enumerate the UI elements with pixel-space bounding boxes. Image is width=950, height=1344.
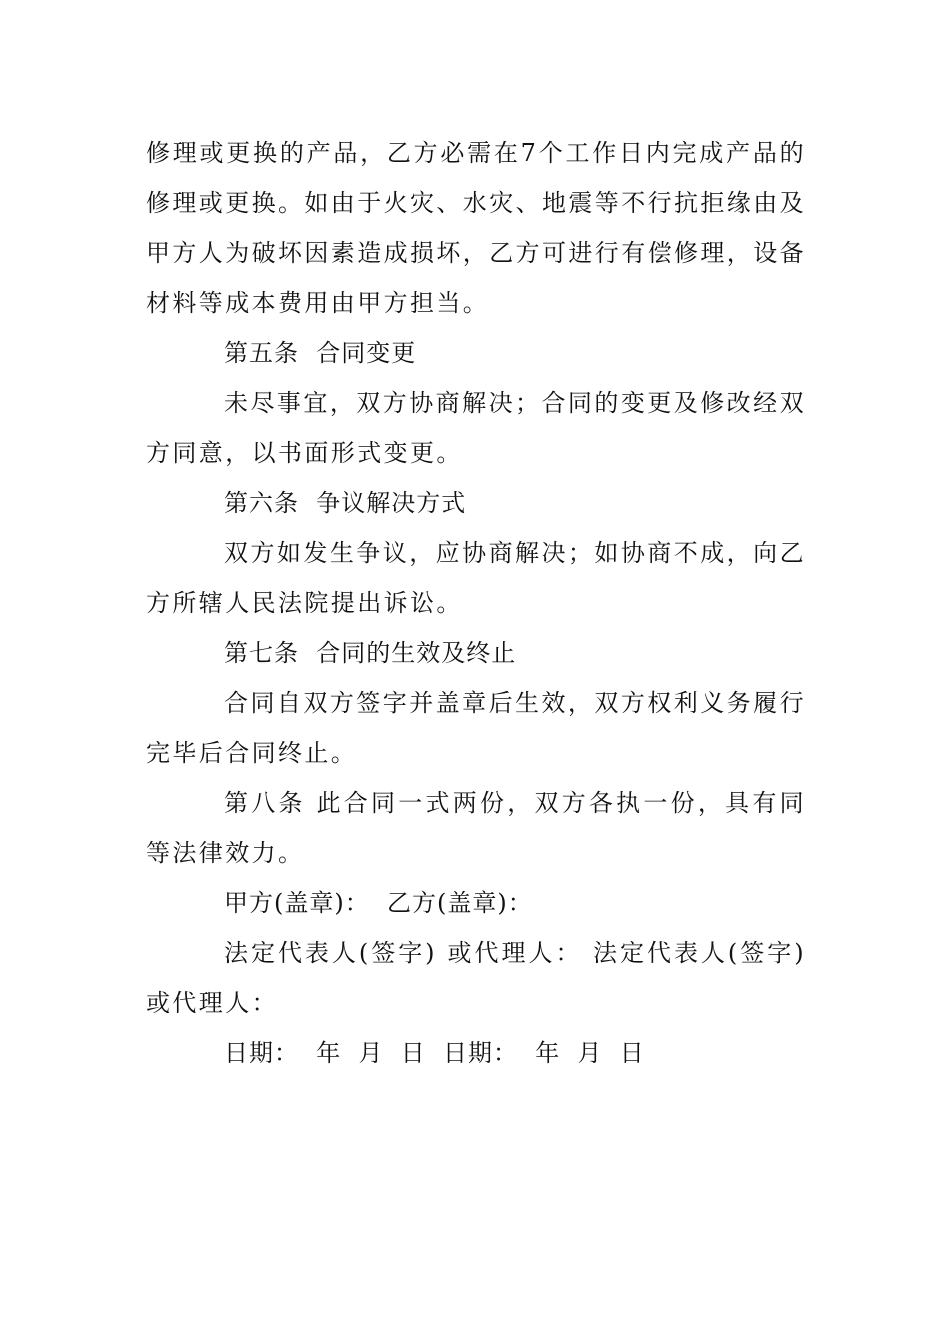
paragraph-repair-terms: 修理或更换的产品，乙方必需在7个工作日内完成产品的修理或更换。如由于火灾、水灾、地震等不行抗拒缘由及甲方人为破坏因素造成损坏，乙方可进行有偿修理，设备材料等成本费用由甲方担当。 (146, 139, 806, 317)
signature-dates: 日期： 年 月 日 日期： 年 月 日 (224, 1039, 645, 1067)
document-page (146, 128, 806, 1078)
article-6-title: 第六条 争议解决方式 (224, 489, 467, 517)
article-5-title: 第五条 合同变更 (224, 339, 417, 367)
signature-parties: 甲方(盖章)： 乙方(盖章)： (224, 889, 533, 917)
article-6-body: 双方如发生争议，应协商解决；如协商不成，向乙方所辖人民法院提出诉讼。 (146, 539, 806, 617)
signature-representatives: 法定代表人(签字) 或代理人： 法定代表人(签字) 或代理人： (146, 939, 806, 1017)
article-7-body: 合同自双方签字并盖章后生效，双方权利义务履行完毕后合同终止。 (146, 689, 806, 767)
article-8: 第八条 此合同一式两份，双方各执一份，具有同等法律效力。 (146, 789, 806, 867)
article-5-body: 未尽事宜，双方协商解决；合同的变更及修改经双方同意，以书面形式变更。 (146, 389, 806, 467)
article-7-title: 第七条 合同的生效及终止 (224, 639, 517, 667)
